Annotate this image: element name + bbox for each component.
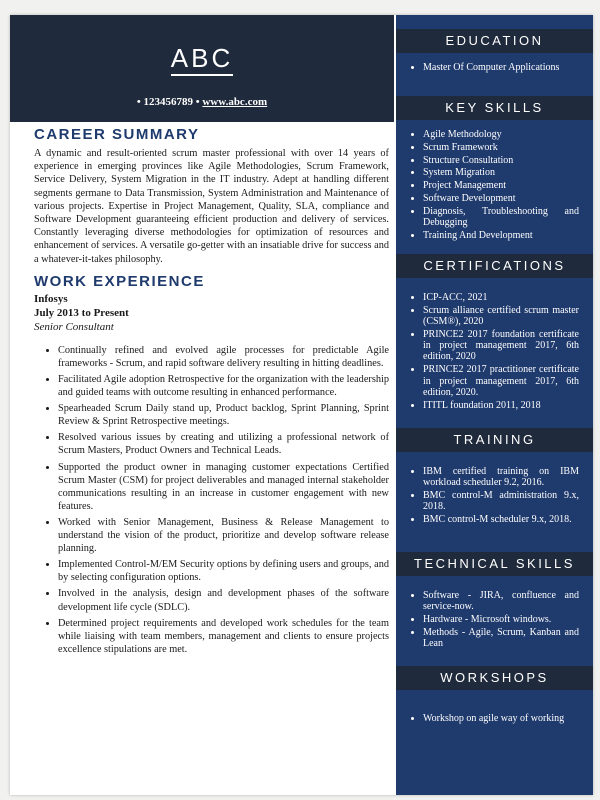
training-list [396,466,593,527]
workshops-heading: WORKSHOPS [396,666,593,690]
career-summary-text: A dynamic and result-oriented scrum master professional with over 14 years of experience in emerging provinces like Agile Methodologies, Scrum Framework, Service Delivery, System Migration in the IT industry. Adept at handling different segments germane to Data Transmission, System Administration and Maintenance of various projects. Expertise in Project Management, Quality, SLA, compliance and Software Development guaranteeing efficient production and delivery of services. Constantly leveraging diverse methodologies for optimization of resources and enhancement of services. A versatile go-getter with an insatiable drive for success and a whatever-it-takes philosophy. [34,148,389,265]
list-item: • Project Management [423,180,579,191]
list-item: • IBM certified training on IBM workload scheduler 9.2, 2016. [423,466,579,489]
workshops-list [396,713,593,726]
list-item: • Involved in the analysis, design and development phases of the software development life cycle (SDLC). [58,587,389,613]
main-column [34,126,389,659]
contact-line: • 123456789 • www.abc.com [136,96,268,108]
list-item: • Agile Methodology [423,129,579,140]
list-item: • Software Development [423,193,579,204]
list-item: • Training And Development [423,230,579,241]
education-list [396,62,593,75]
list-item: • Diagnosis, Troubleshooting and Debugging [423,206,579,229]
list-item: • ITITL foundation 2011, 2018 [423,400,579,411]
training-heading: TRAINING [396,428,593,452]
work-experience-heading: WORK EXPERIENCE [34,272,205,290]
list-item: • Scrum alliance certified scrum master (CSM®), 2020 [423,305,579,328]
education-heading: EDUCATION [396,29,593,53]
job-role: Senior Consultant [34,320,114,333]
candidate-name: ABC [10,43,394,74]
technical-skills-list [396,590,593,651]
job-entry [34,292,389,334]
technical-skills-heading: TECHNICAL SKILLS [396,552,593,576]
list-item: • Supported the product owner in managing customer expectations Certified Scrum Master (CSM) for project deliverables and managed internal stakeholder communications resulting in an increase in customer engagement with new features. [58,461,389,513]
list-item: • Methods - Agile, Scrum, Kanban and Lean [423,627,579,650]
company-name: Infosys [34,292,68,305]
list-item: • Structure Consultation [423,155,579,166]
career-summary-heading: CAREER SUMMARY [34,126,200,143]
list-item: • Scrum Framework [423,142,579,153]
list-item: • Master Of Computer Applications [423,62,579,73]
list-item: • Hardware - Microsoft windows. [423,614,579,625]
list-item: • Resolved various issues by creating and utilizing a professional network of Scrum Masters, Product Owners and Technical Leads. [58,431,389,457]
website-link[interactable]: www.abc.com [202,96,268,108]
list-item: • ICP-ACC, 2021 [423,292,579,303]
sidebar [396,15,593,795]
list-item: • Spearheaded Scrum Daily stand up, Product backlog, Sprint Planning, Sprint Review & Sprint Retrospective meetings. [58,402,389,428]
list-item: • BMC control-M scheduler 9.x, 2018. [423,514,579,525]
resume-header [10,15,394,122]
list-item: • Determined project requirements and developed work schedules for the team while liaising with team members, management and clients to ensure projects excellence stipulations are met. [58,617,389,656]
list-item: • PRINCE2 2017 practitioner certificate in project management 2017, 6th edition, 2020. [423,364,579,398]
list-item: • Software - JIRA, confluence and service-now. [423,590,579,613]
key-skills-list [396,129,593,243]
list-item: • System Migration [423,167,579,178]
experience-list [34,344,389,656]
certifications-list [396,292,593,412]
list-item: • Workshop on agile way of working [423,713,579,724]
list-item: • Facilitated Agile adoption Retrospective for the organization with the leadership and guided teams with outcome resulting in enhanced performance. [58,373,389,399]
list-item: • Implemented Control-M/EM Security options by defining users and groups, and by selecting configuration options. [58,558,389,584]
list-item: • Worked with Senior Management, Business & Release Management to understand the vision of the product, prioritize and develop software release planning. [58,516,389,555]
list-item: • Continually refined and evolved agile processes for predictable Agile frameworks - Scrum, and rapid software delivery resulting in hitting deadlines. [58,344,389,370]
phone-number: 123456789 [143,96,193,108]
job-period: July 2013 to Present [34,306,129,319]
certifications-heading: CERTIFICATIONS [396,254,593,278]
list-item: • BMC control-M administration 9.x, 2018. [423,490,579,513]
list-item: • PRINCE2 2017 foundation certificate in project management 2017, 6th edition, 2020 [423,329,579,363]
key-skills-heading: KEY SKILLS [396,96,593,120]
